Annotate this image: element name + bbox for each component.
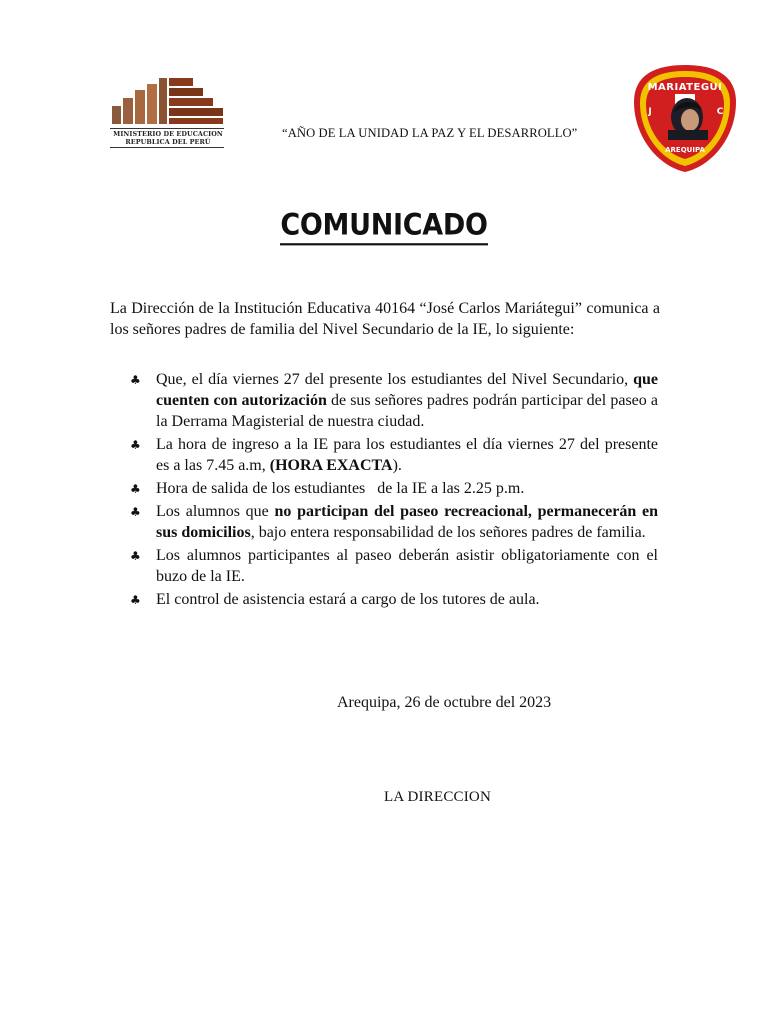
club-icon: ♣ (130, 373, 141, 387)
notice-list (130, 369, 658, 612)
club-icon: ♣ (130, 593, 141, 607)
list-item: ♣ Los alumnos que no participan del paseo recreacional, permanecerán en sus domicilios, bajo entera responsabilidad de los señores padres de familia. (130, 503, 658, 541)
list-item: ♣ Los alumnos participantes al paseo deberán asistir obligatoriamente con el buzo de la IE. (130, 547, 658, 585)
club-icon: ♣ (130, 438, 141, 452)
crest-side-right-text: C (716, 107, 724, 117)
club-icon: ♣ (130, 549, 141, 563)
crest-side-left-text: J (648, 107, 652, 117)
club-icon: ♣ (130, 505, 141, 519)
title-text: COMUNICADO (280, 209, 487, 246)
year-motto: “AÑO DE LA UNIDAD LA PAZ Y EL DESARROLLO” (282, 126, 578, 140)
school-crest-logo (630, 62, 740, 174)
date-line: Arequipa, 26 de octubre del 2023 (337, 694, 552, 711)
document-title (0, 210, 768, 244)
crest-top-text: MARIATEGUI (647, 82, 723, 93)
minedu-bars-icon (108, 76, 228, 126)
list-item: ♣ Hora de salida de los estudiantes de la IE a las 2.25 p.m. (130, 478, 658, 499)
crest-bottom-text: AREQUIPA (665, 146, 705, 154)
minedu-divider-top (110, 128, 224, 129)
signature: LA DIRECCION (384, 789, 491, 805)
minedu-text-line1: MINISTERIO DE EDUCACION (113, 130, 223, 138)
minedu-text-line2: REPUBLICA DEL PERÚ (125, 138, 211, 146)
list-item: ♣ Que, el día viernes 27 del presente los estudiantes del Nivel Secundario, que cuenten con autorización de sus señores padres podrán participar del paseo a la Derrama Magisterial de nuestra ciudad. (130, 371, 658, 430)
minedu-divider-bottom (110, 147, 224, 148)
list-item: ♣ La hora de ingreso a la IE para los estudiantes el día viernes 27 del presente es a las 7.45 a.m, (HORA EXACTA). (130, 436, 658, 474)
club-icon: ♣ (130, 482, 141, 496)
list-item: ♣ El control de asistencia estará a cargo de los tutores de aula. (130, 589, 658, 610)
intro-paragraph: La Dirección de la Institución Educativa 40164 “José Carlos Mariátegui” comunica a los señores padres de familia del Nivel Secundario de la IE, lo siguiente: (110, 300, 660, 338)
minedu-logo (108, 76, 228, 154)
